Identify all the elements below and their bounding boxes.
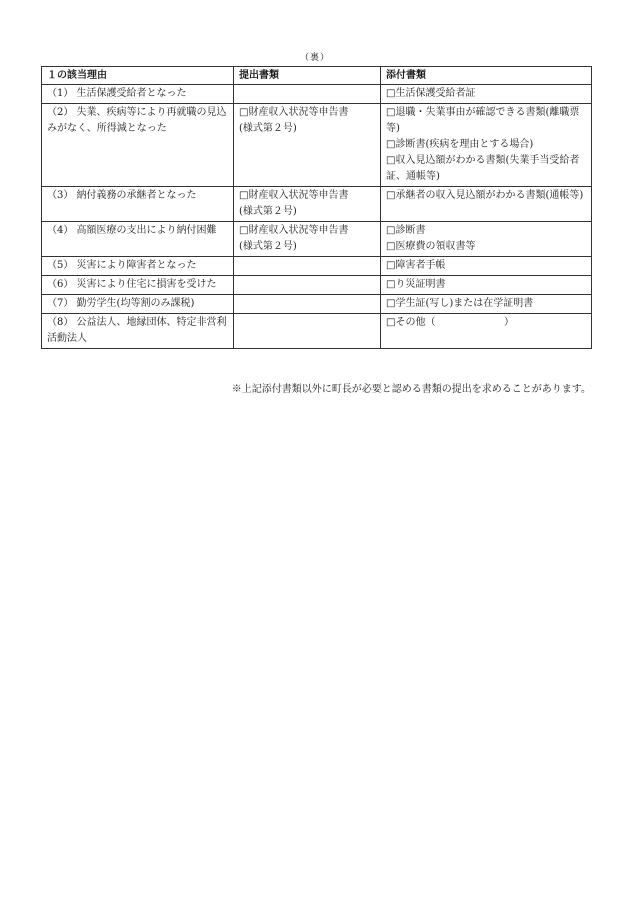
attach-document-item: □退職・失業事由が確認できる書類(離職票等) <box>386 107 580 134</box>
attach-document-item: □り災証明書 <box>386 279 446 290</box>
reason-cell: （6） 災害により住宅に損害を受けた <box>42 276 234 295</box>
submit-document-item: □財産収入状況等申告書 <box>239 190 349 201</box>
reason-cell: （2） 失業、疾病等により再就職の見込みがなく、所得減となった <box>42 104 234 187</box>
reason-cell: （8） 公益法人、地縁団体、特定非営利活動法人 <box>42 314 234 349</box>
attach-cell <box>381 314 592 349</box>
attach-document-item: □生活保護受給者証 <box>386 88 476 99</box>
submit-cell <box>234 257 381 276</box>
submit-cell <box>234 295 381 314</box>
header-submit-documents: 提出書類 <box>234 67 381 85</box>
submit-cell <box>234 314 381 349</box>
attach-document-item: □学生証(写し)または在学証明書 <box>386 298 534 309</box>
submit-document-form-number: (様式第２号) <box>239 206 297 217</box>
reason-cell: （3） 納付義務の承継者となった <box>42 187 234 222</box>
attach-cell <box>381 104 592 187</box>
attach-document-other <box>386 315 587 331</box>
attach-cell <box>381 222 592 257</box>
submit-document-item: □財産収入状況等申告書 <box>239 107 349 118</box>
attach-document-item: □診断書 <box>386 225 426 236</box>
table-row <box>42 222 592 257</box>
table-row <box>42 295 592 314</box>
attach-document-item: □収入見込額がわかる書類(失業手当受給者証、通帳等) <box>386 155 580 182</box>
submit-cell <box>234 222 381 257</box>
attach-document-item: □医療費の領収書等 <box>386 241 476 252</box>
table-row <box>42 187 592 222</box>
attach-cell <box>381 295 592 314</box>
submit-cell <box>234 187 381 222</box>
table-row <box>42 104 592 187</box>
reason-cell: （5） 災害により障害者となった <box>42 257 234 276</box>
footnote: ※上記添付書類以外に町長が必要と認める書類の提出を求めることがあります。 <box>231 384 591 395</box>
other-open-label: □その他（ <box>386 317 436 328</box>
submit-cell <box>234 85 381 104</box>
header-reason: １の該当理由 <box>42 67 234 85</box>
submit-document-form-number: (様式第２号) <box>239 123 297 134</box>
table-row <box>42 276 592 295</box>
attach-cell <box>381 257 592 276</box>
table-row <box>42 314 592 349</box>
attach-cell <box>381 276 592 295</box>
attach-cell <box>381 187 592 222</box>
page-side-mark: （裏） <box>299 53 330 63</box>
reason-documents-table <box>41 66 592 349</box>
submit-document-item: □財産収入状況等申告書 <box>239 225 349 236</box>
submit-document-form-number: (様式第２号) <box>239 241 297 252</box>
submit-cell <box>234 276 381 295</box>
reason-cell: （4） 高額医療の支出により納付困難 <box>42 222 234 257</box>
other-close-paren: ） <box>504 317 514 328</box>
reason-cell: （1） 生活保護受給者となった <box>42 85 234 104</box>
attach-cell <box>381 85 592 104</box>
header-attach-documents: 添付書類 <box>381 67 592 85</box>
table-row <box>42 257 592 276</box>
attach-document-item: □承継者の収入見込額がわかる書類(通帳等) <box>386 190 584 201</box>
submit-cell <box>234 104 381 187</box>
attach-document-item: □障害者手帳 <box>386 260 446 271</box>
table-row <box>42 85 592 104</box>
table-header-row <box>42 67 592 85</box>
attach-document-item: □診断書(疾病を理由とする場合) <box>386 139 534 150</box>
reason-cell: （7） 勤労学生(均等割のみ課税) <box>42 295 234 314</box>
